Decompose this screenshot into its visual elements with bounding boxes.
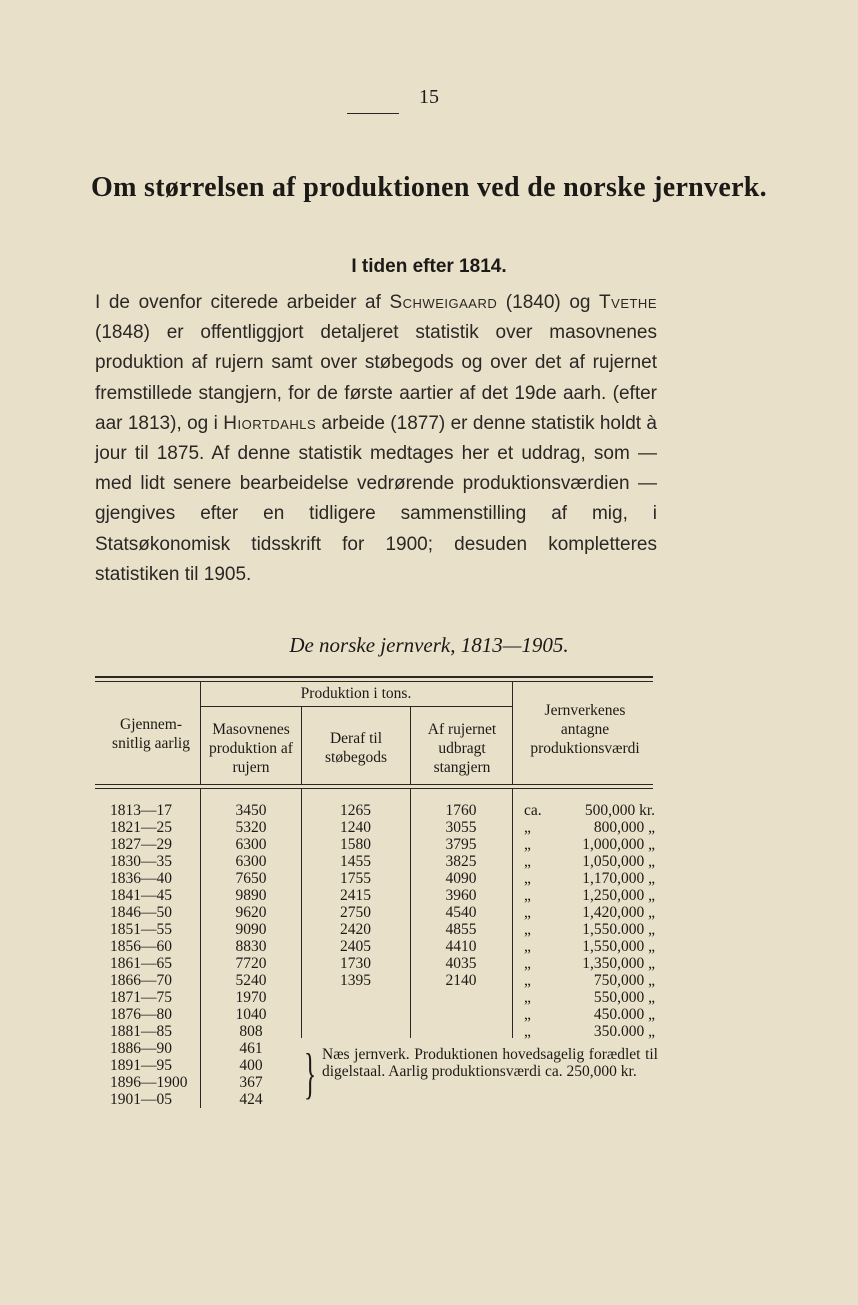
table-cell-bar: 4090 [445,870,477,887]
table-cell-bar: 3795 [445,836,477,853]
paragraph-text: arbeide (1877) er denne statistik holdt à jour til 1875. Af denne statistik medtages her et uddrag, som — med lidt senere bearbeidelse vedrørende produktionsværdien — gjengives efter en tidligere sammenstilling af mig, i Statsøkonomisk tidsskrift for 1900; desuden kompletteres statistiken til 1905. [95,412,657,585]
column-divider [410,706,411,784]
table-cell-period: 1851—55 [110,921,172,938]
table-cell-cast: 2420 [340,921,371,938]
table-cell-period: 1836—40 [110,870,172,887]
table-cell-period: 1861—65 [110,955,172,972]
table-cell-vpre: „ [524,904,531,921]
table-cell-blast: 6300 [235,836,267,853]
table-cell-period: 1856—60 [110,938,172,955]
table-cell-bar: 3825 [445,853,477,870]
author-name: Schweigaard [389,292,498,313]
table-cell-value: 550,000 „ [593,989,655,1006]
brace: } [304,1043,317,1105]
table-note: Næs jernverk. Produktionen hovedsagelig forædlet til digelstaal. Aarlig produktionsværdi ca. 250,000 kr. [322,1046,658,1080]
table-top-rule [95,676,653,678]
section-title: Om størrelsen af produktionen ved de norske jernverk. [91,172,767,203]
table-cell-value: 1,170,000 „ [582,870,655,887]
table-cell-bar: 4035 [445,955,477,972]
header-bottom-rule [95,784,653,785]
table-cell-bar: 2140 [445,972,477,989]
table-cell-bar: 4855 [445,921,477,938]
author-name: Hiortdahls [223,412,317,434]
header-bottom-rule-2 [95,788,653,789]
table-cell-bar: 3055 [445,819,477,836]
column-blast-furnace [203,802,299,1108]
table-top-rule-2 [95,681,653,682]
table-cell-cast: 1755 [340,870,371,887]
table-cell-vpre: „ [524,955,531,972]
table-cell-bar [412,989,510,1006]
table-cell-vpre: „ [524,1023,531,1040]
table-cell-value [548,1091,655,1108]
table-cell-cast: 2415 [340,887,371,904]
table-cell-value: 450.000 „ [593,1006,655,1023]
table-cell-vpre: „ [524,938,531,955]
table-cell-value: 500,000 kr. [584,802,655,819]
table-cell-period: 1896—1900 [110,1074,188,1091]
table-cell-period: 1886—90 [110,1040,172,1057]
table-cell-period: 1866—70 [110,972,172,989]
table-cell-blast: 6300 [235,853,267,870]
paragraph-text: I de ovenfor citerede arbeider af [95,292,390,313]
table-cell-period: 1813—17 [110,802,172,819]
table-cell-vpre: „ [524,819,531,836]
table-cell-blast: 3450 [235,802,267,819]
table-cell-value: 350.000 „ [593,1023,655,1040]
table-cell-cast [303,1091,408,1108]
table-cell-blast: 9890 [235,887,267,904]
table-cell-cast [303,1006,408,1023]
table-cell-value: 1,550.000 „ [582,921,655,938]
column-divider [512,788,513,1038]
table-cell-value: 750,000 „ [593,972,655,989]
table-cell-period: 1881—85 [110,1023,172,1040]
table-cell-blast: 5240 [235,972,267,989]
table-cell-period: 1846—50 [110,904,172,921]
table-cell-value: 1,420,000 „ [582,904,655,921]
table-cell-cast [303,989,408,1006]
table-cell-vpre: „ [524,887,531,904]
table-cell-cast: 2750 [340,904,371,921]
table-cell-period: 1827—29 [110,836,172,853]
table-cell-vpre: „ [524,1006,531,1023]
table-cell-period: 1821—25 [110,819,172,836]
table-cell-vpre [524,1091,550,1108]
table-cell-vpre: ca. [524,802,542,819]
column-divider [301,706,302,784]
column-period [110,802,202,1108]
table-cell-period: 1891—95 [110,1057,172,1074]
table-cell-cast: 1395 [340,972,371,989]
header-blast-furnace: Masovnenes produktion af rujern [209,721,293,776]
table-cell-vpre: „ [524,853,531,870]
paragraph-text: (1840) og [497,292,600,313]
table-cell-period: 1871—75 [110,989,172,1006]
section-subtitle: I tiden efter 1814. [351,256,507,277]
table-cell-period: 1841—45 [110,887,172,904]
table-cell-blast: 400 [239,1057,263,1074]
table-cell-vpre: „ [524,921,531,938]
table-cell-blast: 5320 [235,819,267,836]
header-castings: Deraf til støbegods [325,730,387,766]
table-cell-blast: 7720 [235,955,267,972]
author-name: Tvethe [599,292,657,313]
table-cell-cast: 1240 [340,819,371,836]
table-cell-value: 1,000,000 „ [582,836,655,853]
table-cell-value: 1,350,000 „ [582,955,655,972]
table-cell-cast: 1455 [340,853,371,870]
column-divider [301,788,302,1038]
table-cell-bar: 1760 [445,802,477,819]
group-header-rule [200,706,512,707]
body-paragraph [95,288,657,590]
header-value: Jernverkenes antagne produktionsværdi [530,702,640,757]
page-number: 15 [419,86,439,108]
table-cell-vpre: „ [524,836,531,853]
table-cell-bar: 4540 [445,904,477,921]
table-cell-cast: 2405 [340,938,371,955]
table-cell-blast: 1040 [235,1006,267,1023]
page-number-rule [347,113,399,114]
table-cell-cast [303,1023,408,1040]
table-cell-period: 1901—05 [110,1091,172,1108]
paragraph-text: (1848) er offentliggjort detaljeret statistik over masovnenes produktion af rujern samt over støbegods og over det af rujernet fremstillede stangjern, for de første aartier af det 19de aarh. (efter aar 1813), og i [95,322,657,434]
header-bar-iron: Af rujernet udbragt stangjern [427,721,497,776]
table-cell-blast: 7650 [235,870,267,887]
column-divider [410,788,411,1038]
header-period: Gjennem-snitlig aarlig [112,716,190,752]
table-cell-cast: 1265 [340,802,371,819]
table-cell-blast: 461 [239,1040,263,1057]
table-cell-value: 800,000 „ [593,819,655,836]
table-cell-value: 1,050,000 „ [582,853,655,870]
table-cell-value: 1,550,000 „ [582,938,655,955]
table-cell-bar [412,1006,510,1023]
table-cell-bar [412,1091,510,1108]
table-cell-vpre: „ [524,870,531,887]
table-cell-blast: 808 [239,1023,263,1040]
table-cell-blast: 8830 [235,938,267,955]
table-cell-blast: 1970 [235,989,267,1006]
table-cell-bar: 3960 [445,887,477,904]
table-cell-period: 1830—35 [110,853,172,870]
column-divider [512,681,513,784]
table-caption: De norske jernverk, 1813—1905. [289,633,569,657]
table-cell-cast: 1730 [340,955,371,972]
header-group: Produktion i tons. [300,685,412,702]
table-cell-cast: 1580 [340,836,371,853]
table-cell-blast: 424 [239,1091,263,1108]
table-cell-bar [412,1023,510,1040]
table-cell-bar: 4410 [445,938,477,955]
table-cell-value: 1,250,000 „ [582,887,655,904]
table-cell-vpre: „ [524,989,531,1006]
table-cell-blast: 9090 [235,921,267,938]
table-cell-blast: 367 [239,1074,263,1091]
table-cell-blast: 9620 [235,904,267,921]
table-cell-vpre: „ [524,972,531,989]
table-cell-period: 1876—80 [110,1006,172,1023]
